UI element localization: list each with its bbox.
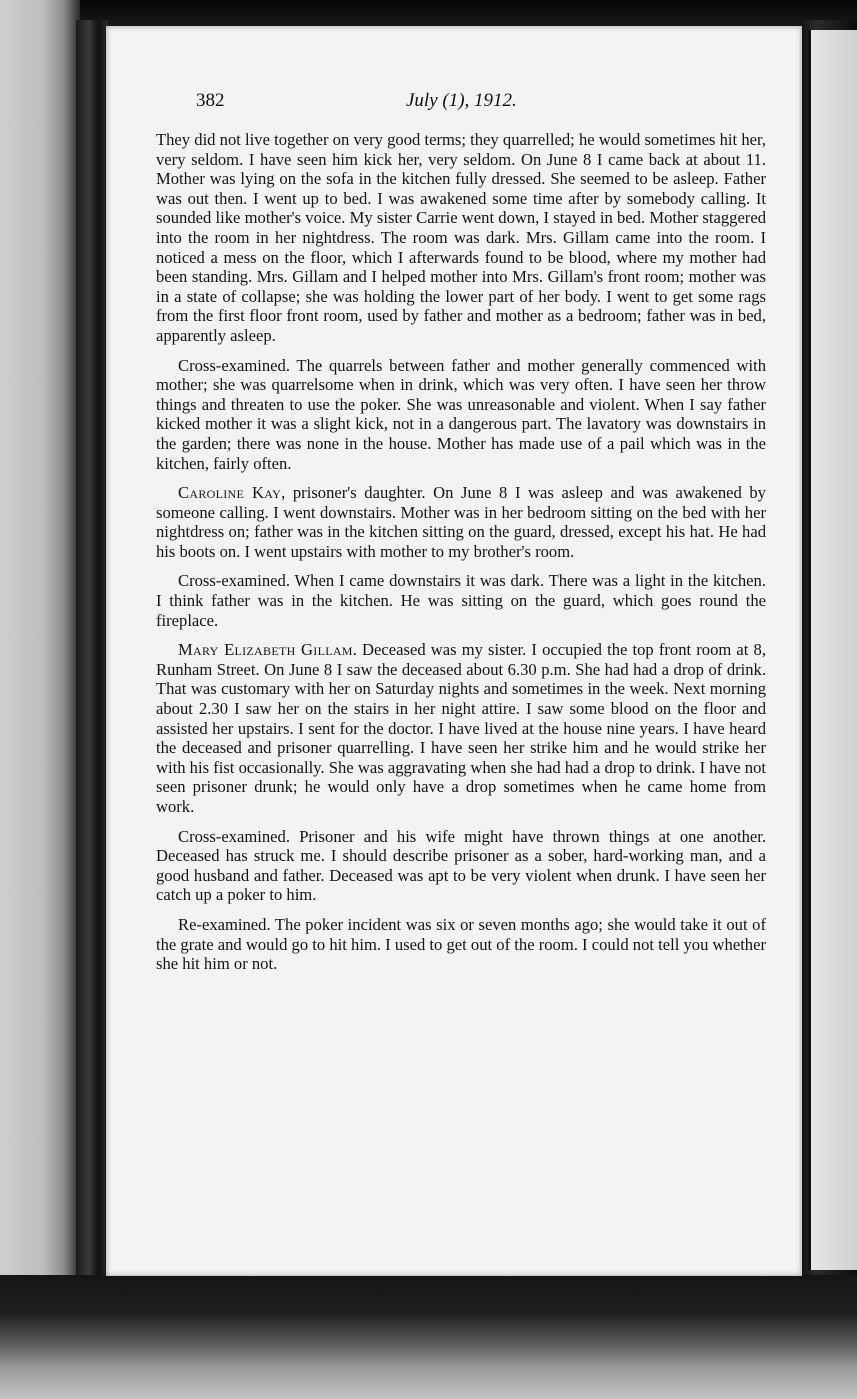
scan-bottom-border: [0, 1275, 857, 1399]
paragraph-text: Cross-examined. When I came downstairs it was dark. There was a light in the kitchen. I think father was in the kitchen. He was sitting on the guard, which goes round the fireplace.: [156, 571, 766, 630]
page-header: [196, 90, 766, 120]
book-spine: [76, 20, 108, 1290]
next-page-edge: [808, 30, 857, 1270]
paragraph: [156, 356, 766, 474]
paragraph-text: , prisoner's daughter. On June 8 I was asleep and was awakened by someone calling. I went downstairs. Mother was in her bedroom sitting on the bed with her nightdress on; father was in the kitchen sitting on the guard, dressed, except his hat. He had his boots on. I went upstairs with mother to my brother's room.: [156, 483, 766, 561]
paragraph-text: . Deceased was my sister. I occupied the top front room at 8, Runham Street. On June 8 I saw the deceased about 6.30 p.m. She had had a drop of drink. That was customary with her on Saturday nights and sometimes in the week. Next morning about 2.30 I saw her on the stairs in her night attire. I saw some blood on the floor and assisted her upstairs. I sent for the doctor. I have lived at the house nine years. I have heard the deceased and prisoner quarrelling. I have seen her strike him and he would strike her with his fist occasionally. She was aggravating when she had had a drop to drink. I have not seen prisoner drunk; he would only have a drop sometimes when he came home from work.: [156, 640, 766, 816]
paragraph-text: Re-examined. The poker incident was six or seven months ago; she would take it out of the grate and would go to hit him. I used to get out of the room. I could not tell you whether she hit him or not.: [156, 914, 766, 974]
paragraph: [156, 483, 766, 561]
page-body: [156, 130, 766, 974]
paragraph: [156, 915, 766, 974]
paragraph: [156, 640, 766, 816]
paragraph: [156, 827, 766, 905]
running-head: July (1), 1912.: [406, 90, 517, 111]
page-number: 382: [196, 90, 225, 111]
paragraph: [156, 130, 766, 346]
book-page: [106, 26, 802, 1276]
paragraph-text: Cross-examined. The quarrels between father and mother generally commenced with mother; she was quarrelsome when in drink, which was very often. I have seen her throw things and threaten to use the poker. She was unreasonable and violent. When I say father kicked mother it was a slight kick, not in a dangerous part. The lavatory was downstairs in the garden; there was none in the house. Mother has made use of a pail which was in the kitchen, fairly often.: [156, 355, 766, 473]
paragraph: [156, 571, 766, 630]
scan-left-margin: [0, 0, 80, 1399]
scan-top-border: [0, 0, 857, 28]
paragraph-text: They did not live together on very good terms; they quarrelled; he would sometimes hit her, very seldom. I have seen him kick her, very seldom. On June 8 I came back at about 11. Mother was lying on the sofa in the kitchen fully dressed. She seemed to be asleep. Father was out then. I went up to bed. I was awakened some time after by somebody calling. It sounded like mother's voice. My sister Carrie went down, I stayed in bed. Mother staggered into the room in her nightdress. The room was dark. Mrs. Gillam came into the room. I noticed a mess on the floor, which I afterwards found to be blood, where my mother had been standing. Mrs. Gillam and I helped mother into Mrs. Gillam's front room; mother was in a state of collapse; she was holding the lower part of her body. I went to get some rags from the first floor front room, used by father and mother as a bedroom; father was in bed, apparently asleep.: [156, 130, 766, 345]
witness-name: Mary Elizabeth Gillam: [178, 640, 353, 660]
witness-name: Caroline Kay: [178, 483, 282, 503]
paragraph-text: Cross-examined. Prisoner and his wife might have thrown things at one another. Deceased has struck me. I should describe prisoner as a sober, hard-working man, and a good husband and father. Deceased was apt to be very violent when drunk. I have seen her catch up a poker to him.: [156, 826, 766, 905]
